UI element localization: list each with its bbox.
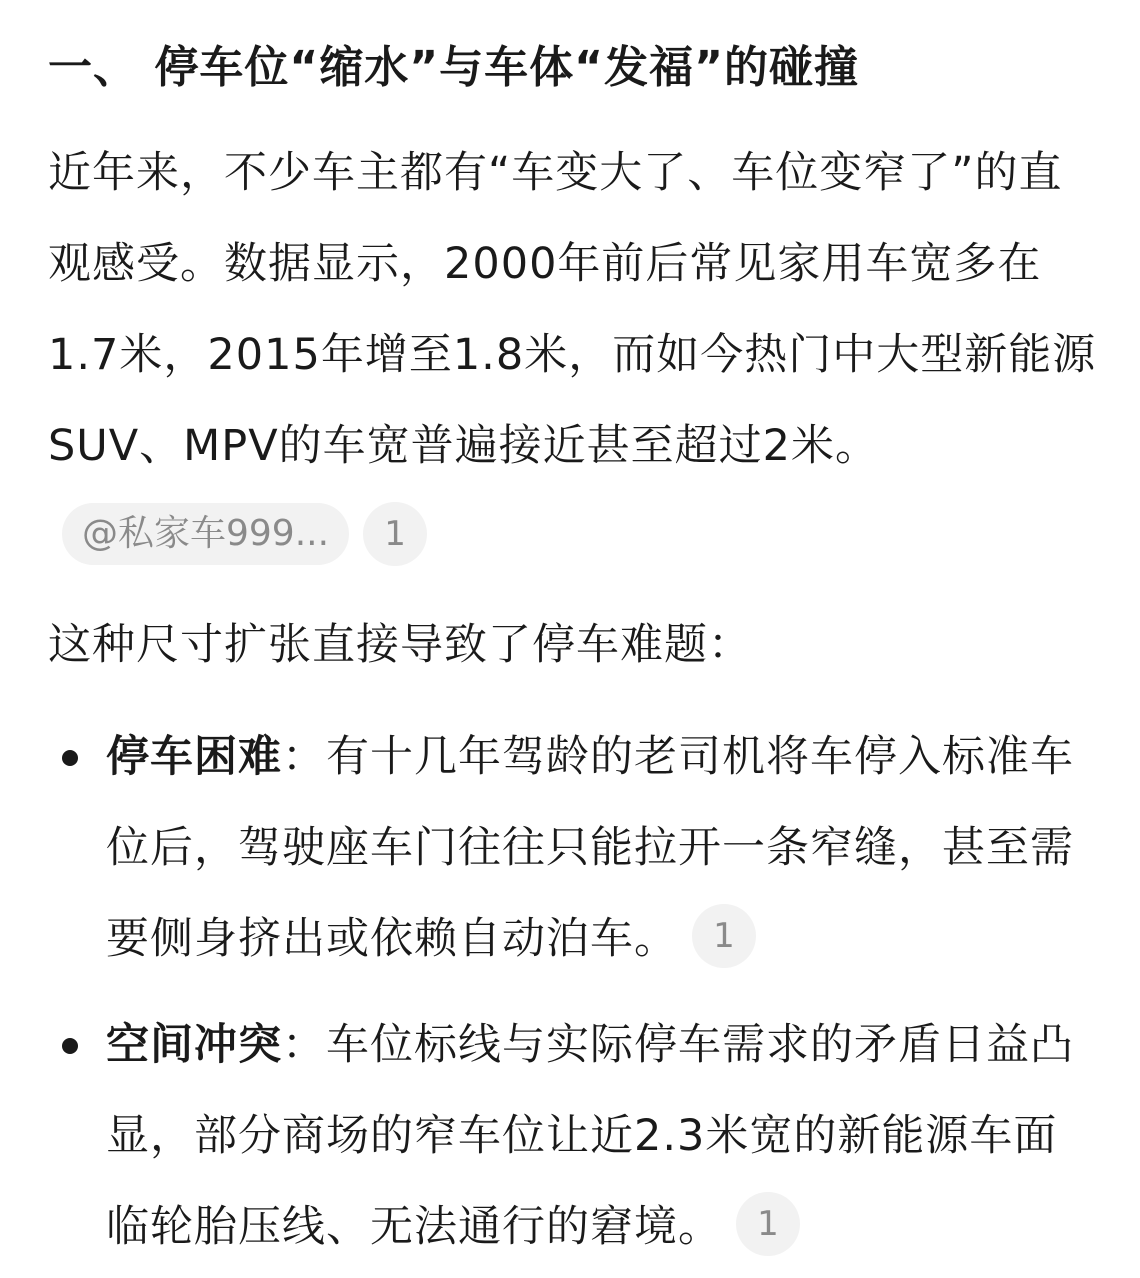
bullet-dot-icon (62, 750, 78, 766)
bullet-dot-icon (62, 1038, 78, 1054)
intro-paragraph-text: 近年来，不少车主都有“车变大了、车位变窄了”的直观感受。数据显示，2000年前后常见家用车宽多在1.7米，2015年增至1.8米，而如今热门中大型新能源SUV、MPV的车宽普遍接近甚至超过2米。 (48, 148, 1097, 471)
bullet-text: 有十几年驾龄的老司机将车停入标准车位后，驾驶座车门往往只能拉开一条窄缝，甚至需要侧身挤出或依赖自动泊车。 (106, 732, 1074, 964)
bullet-separator: ： (282, 732, 326, 782)
bullet-list (0, 712, 1140, 1278)
lead-paragraph: 这种尺寸扩张直接导致了停车难题： (48, 620, 752, 670)
reference-badge[interactable]: 1 (363, 502, 427, 566)
bullet-term: 空间冲突 (106, 1020, 282, 1070)
reference-badge[interactable]: 1 (736, 1192, 800, 1256)
section-heading: 一、 停车位“缩水”与车体“发福”的碰撞 (48, 42, 859, 93)
bullet-separator: ： (282, 1020, 326, 1070)
source-citation-chip[interactable]: @私家车999... (62, 503, 349, 565)
list-item (0, 712, 1096, 985)
bullet-text: 车位标线与实际停车需求的矛盾日益凸显，部分商场的窄车位让近2.3米宽的新能源车面临轮胎压线、无法通行的窘境。 (106, 1020, 1074, 1252)
bullet-term: 停车困难 (106, 732, 282, 782)
list-item (0, 1000, 1096, 1273)
reference-badge[interactable]: 1 (692, 904, 756, 968)
intro-paragraph (48, 128, 1098, 583)
